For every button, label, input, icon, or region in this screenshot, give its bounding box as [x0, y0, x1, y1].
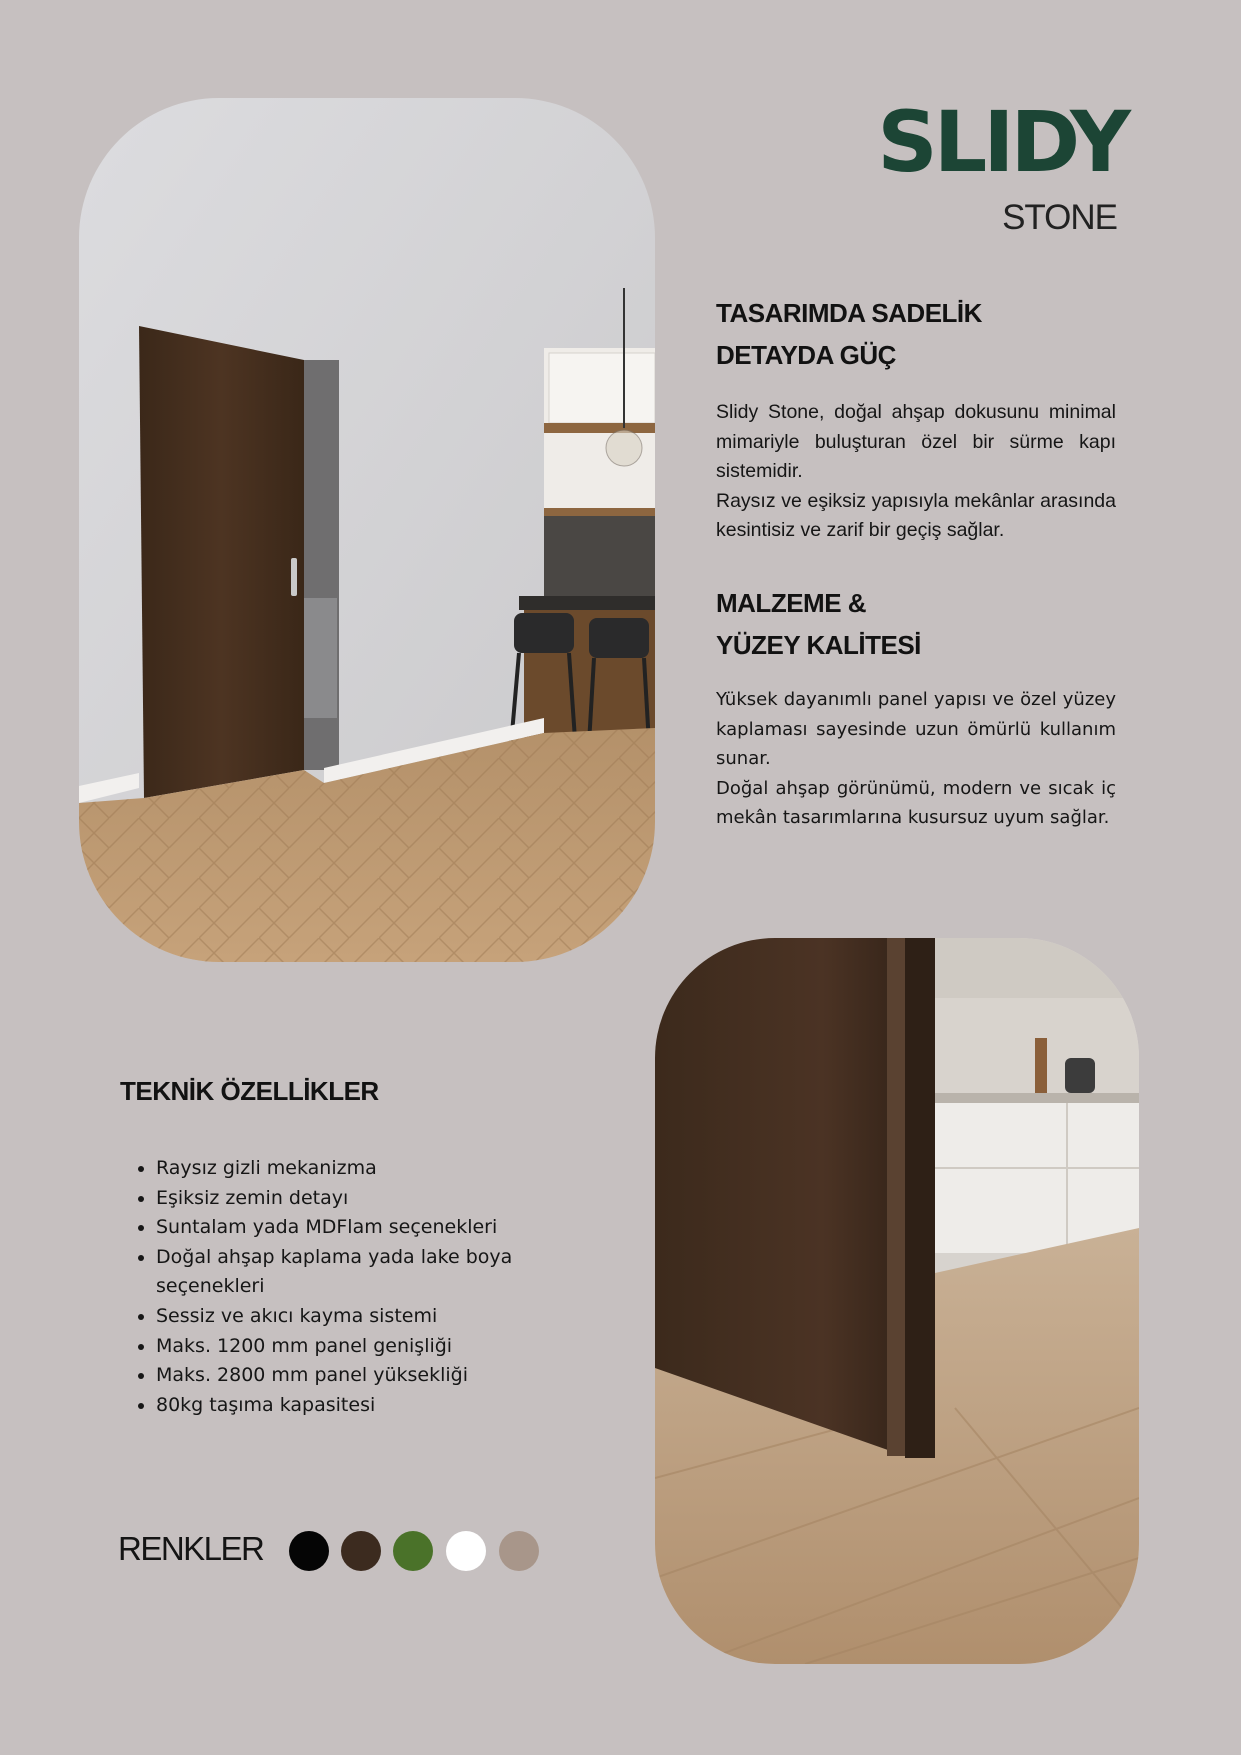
brand-logo: [847, 93, 1127, 238]
door-closeup-photo: [655, 938, 1139, 1664]
interior-door-photo: [79, 98, 655, 962]
color-swatch-brown: [341, 1531, 381, 1571]
material-heading-line-2: YÜZEY KALİTESİ: [716, 630, 921, 660]
design-paragraph-1: Slidy Stone, doğal ahşap dokusunu minimal mimariyle buluşturan özel bir sürme kapı sistemidir.: [716, 401, 1116, 482]
color-swatch-black: [289, 1531, 329, 1571]
material-paragraph-2: Doğal ahşap görünümü, modern ve sıcak iç mekân tasarımlarına kusursuz uyum sağlar.: [716, 777, 1116, 828]
material-paragraph-1: Yüksek dayanımlı panel yapısı ve özel yüzey kaplaması sayesinde uzun ömürlü kullanım sunar.: [716, 689, 1116, 769]
spec-item: • Maks. 1200 mm panel genişliği: [156, 1332, 596, 1362]
design-heading-line-1: TASARIMDA SADELİK: [716, 298, 982, 328]
specs-heading: TEKNİK ÖZELLİKLER: [120, 1076, 379, 1106]
material-heading-line-1: MALZEME &: [716, 588, 867, 618]
product-name: STONE: [1002, 198, 1117, 237]
brand-wordmark: SLIDY: [877, 93, 1127, 191]
specs-list: [120, 1154, 596, 1420]
spec-item: • Maks. 2800 mm panel yüksekliği: [156, 1361, 596, 1391]
spec-item: • Sessiz ve akıcı kayma sistemi: [156, 1302, 596, 1332]
spec-item: • Doğal ahşap kaplama yada lake boya seçenekleri: [156, 1243, 596, 1302]
material-description: [716, 685, 1116, 833]
design-paragraph-2: Raysız ve eşiksiz yapısıyla mekânlar arasında kesintisiz ve zarif bir geçiş sağlar.: [716, 489, 1116, 541]
design-heading: [716, 292, 1116, 376]
color-swatch-taupe: [499, 1531, 539, 1571]
spec-item: • 80kg taşıma kapasitesi: [156, 1391, 596, 1421]
design-heading-line-2: DETAYDA GÜÇ: [716, 340, 896, 370]
colors-label: RENKLER: [118, 1530, 264, 1567]
spec-item: • Eşiksiz zemin detayı: [156, 1184, 596, 1214]
color-swatch-green: [393, 1531, 433, 1571]
color-swatch-white: [446, 1531, 486, 1571]
design-description: [716, 398, 1116, 546]
spec-item: • Raysız gizli mekanizma: [156, 1154, 596, 1184]
material-heading: [716, 582, 1116, 666]
spec-item: • Suntalam yada MDFlam seçenekleri: [156, 1213, 596, 1243]
